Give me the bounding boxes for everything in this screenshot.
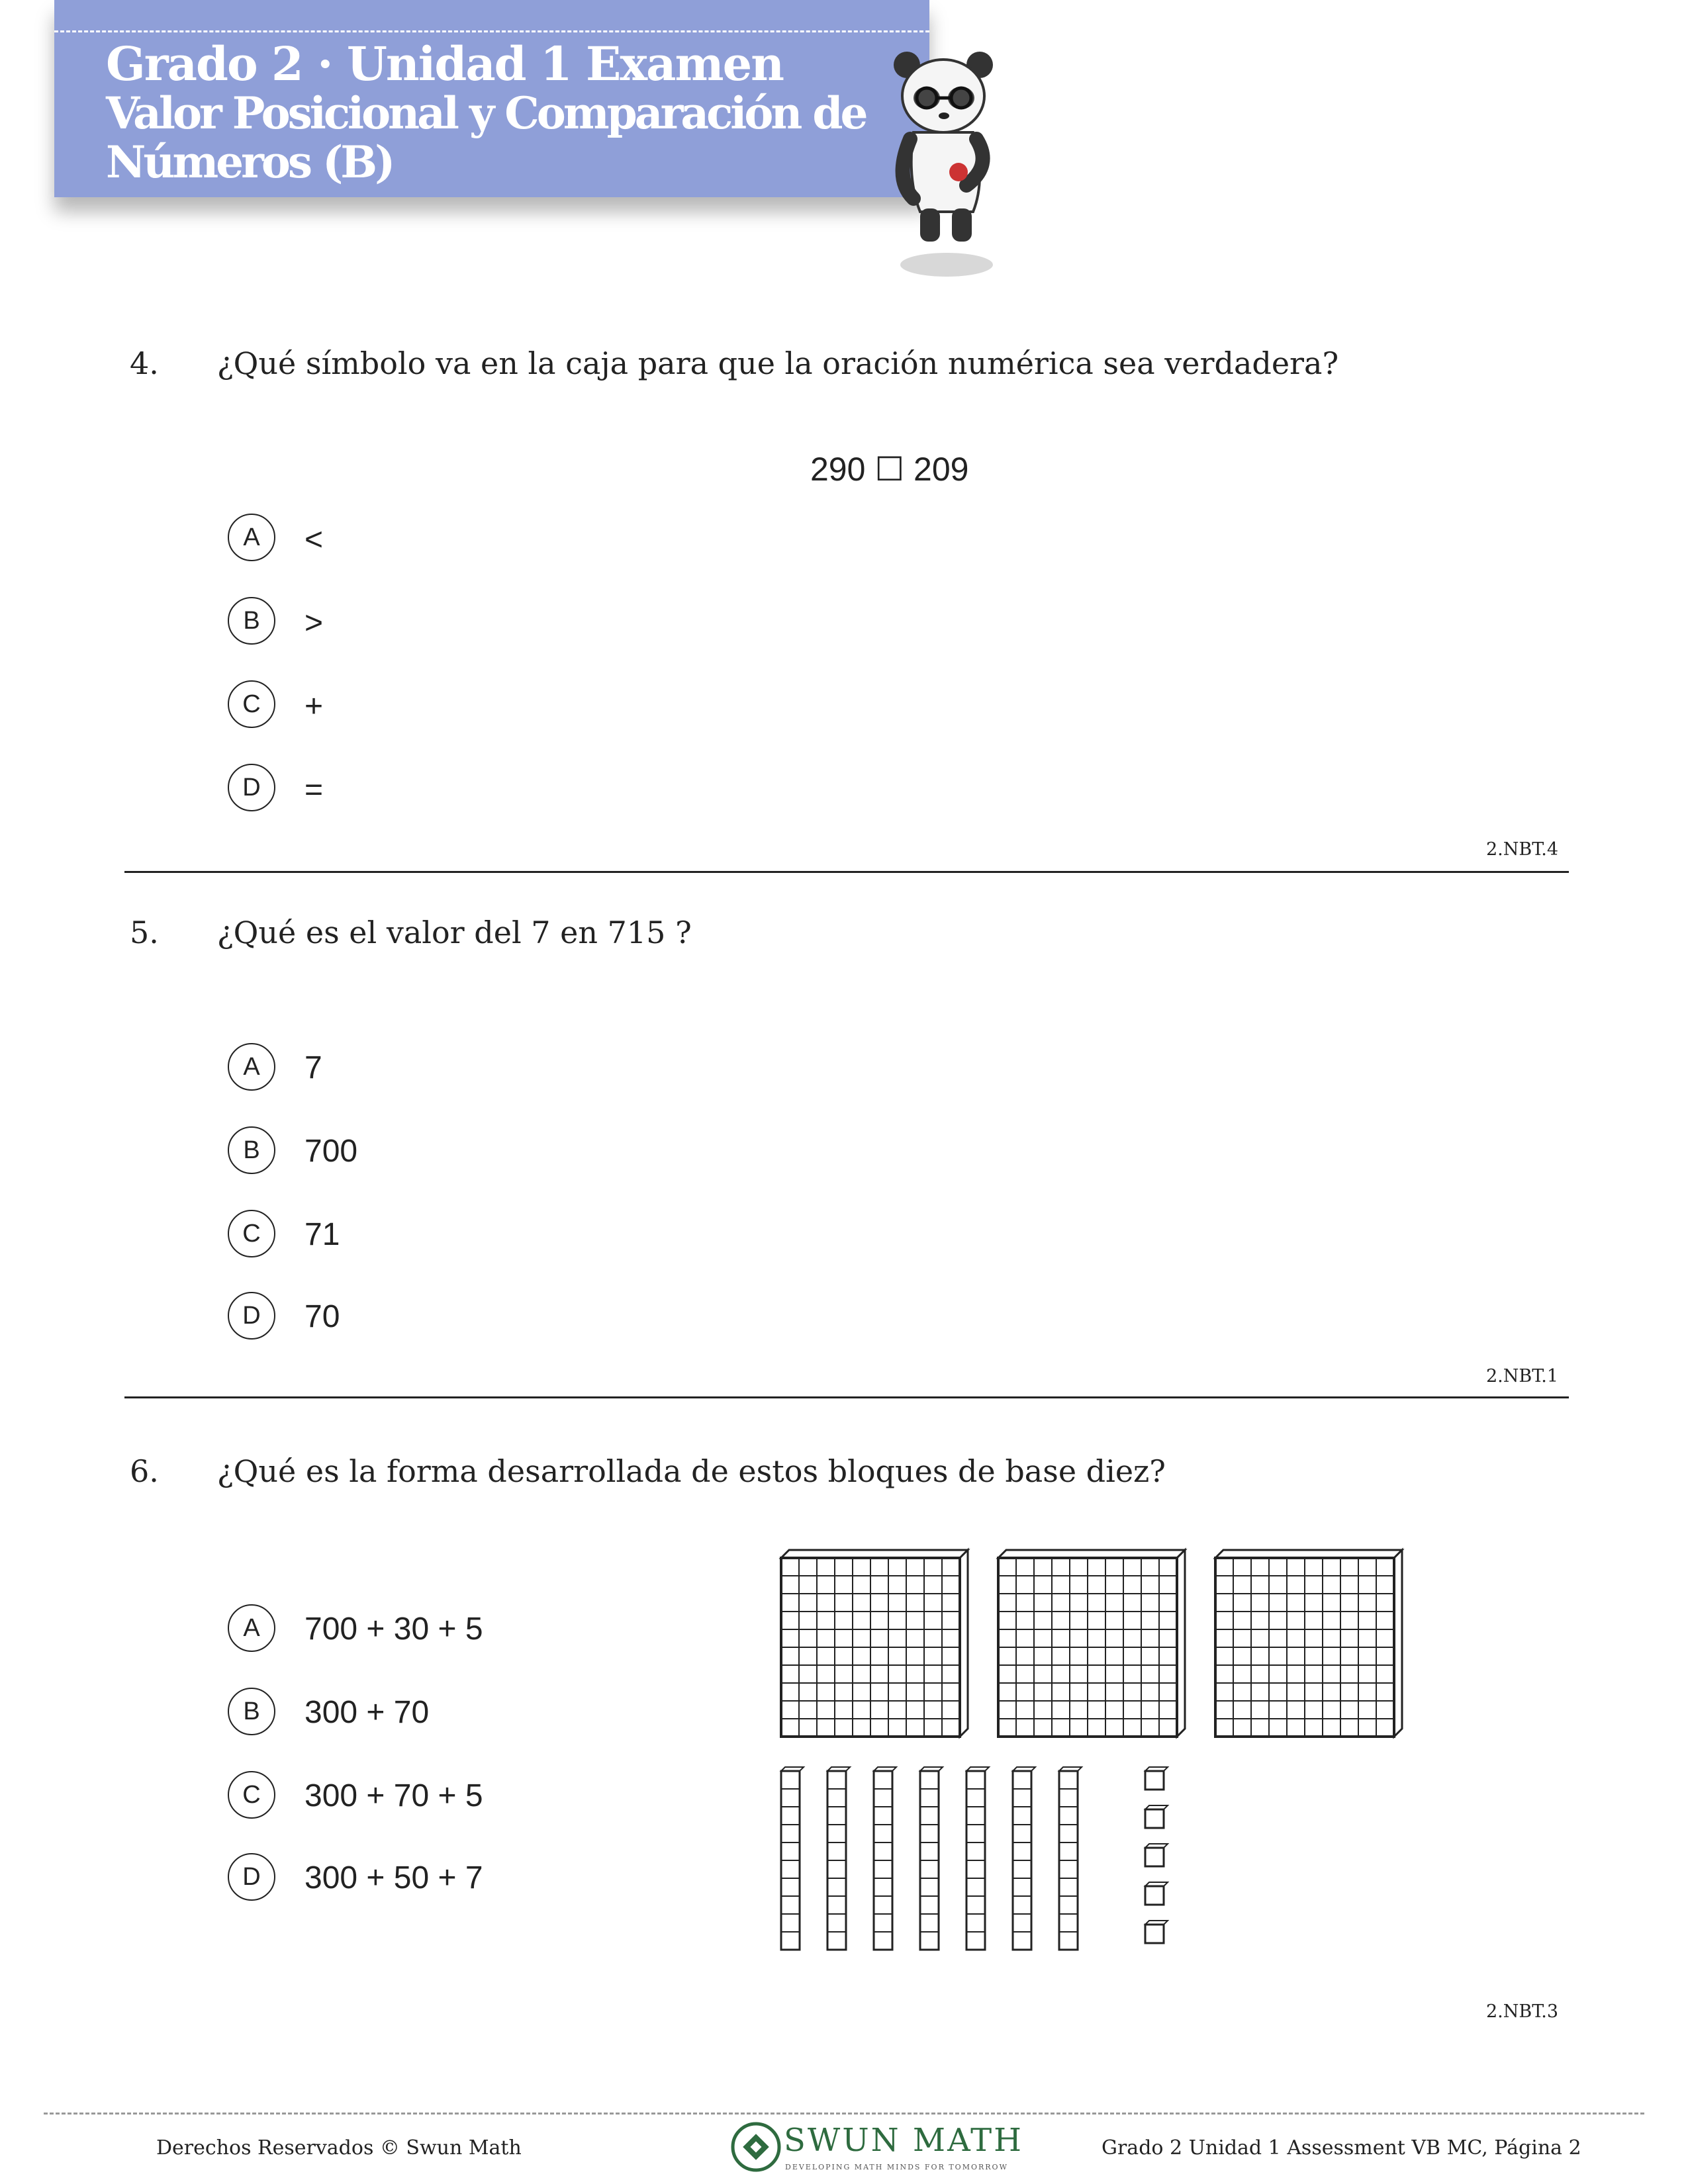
- ten-rod: [781, 1767, 804, 1950]
- ten-rod: [874, 1767, 896, 1950]
- one-cube: [1145, 1921, 1168, 1943]
- question-5-number: 5.: [130, 915, 159, 950]
- title-line-1: Grado 2 · Unidad 1 Examen: [106, 36, 784, 91]
- question-5-option-d-text: 70: [305, 1299, 340, 1334]
- header-dashed-line: [54, 30, 929, 32]
- question-5-option-a-bubble[interactable]: A: [228, 1043, 275, 1091]
- divider: [124, 1396, 1569, 1398]
- one-cube: [1145, 1805, 1168, 1828]
- footer-copyright: Derechos Reservados © Swun Math: [156, 2136, 522, 2160]
- one-cube: [1145, 1882, 1168, 1905]
- question-5-option-c-text: 71: [305, 1217, 340, 1252]
- question-5-standard: 2.NBT.1: [1485, 1366, 1558, 1387]
- question-4-option-d-bubble[interactable]: D: [228, 764, 275, 811]
- ten-rod: [827, 1767, 850, 1950]
- question-5-text: ¿Qué es el valor del 7 en 715 ?: [217, 915, 692, 950]
- question-5-option-c-bubble[interactable]: C: [228, 1210, 275, 1257]
- swun-logo-tagline: DEVELOPING MATH MINDS FOR TOMORROW: [785, 2163, 1008, 2171]
- swun-logo-name: SWUN MATH: [784, 2122, 1023, 2159]
- title-line-2: Valor Posicional y Comparación de: [106, 87, 866, 139]
- panda-mascot-icon: [880, 46, 1013, 285]
- question-4-option-b-text: >: [305, 606, 324, 641]
- question-5-option-b-text: 700: [305, 1134, 358, 1169]
- question-4-number: 4.: [130, 345, 159, 381]
- question-6-option-a-text: 700 + 30 + 5: [305, 1612, 483, 1647]
- question-6-option-c-bubble[interactable]: C: [228, 1771, 275, 1819]
- base-ten-blocks: [774, 1542, 1410, 1966]
- question-6-option-d-bubble[interactable]: D: [228, 1853, 275, 1901]
- question-5-option-a-text: 7: [305, 1050, 322, 1085]
- question-6-option-b-text: 300 + 70: [305, 1695, 430, 1730]
- question-6-option-a-bubble[interactable]: A: [228, 1604, 275, 1652]
- question-5-option-b-bubble[interactable]: B: [228, 1126, 275, 1174]
- footer-page-label: Grado 2 Unidad 1 Assessment VB MC, Página 2: [1102, 2136, 1581, 2160]
- question-4-option-c-bubble[interactable]: C: [228, 680, 275, 728]
- hundred-flat: [1215, 1550, 1402, 1737]
- question-6-option-d-text: 300 + 50 + 7: [305, 1860, 483, 1895]
- swun-logo-icon: [731, 2122, 781, 2172]
- ten-rod: [1059, 1767, 1082, 1950]
- question-6-option-c-text: 300 + 70 + 5: [305, 1778, 483, 1813]
- question-4-option-c-text: +: [305, 689, 324, 724]
- hundred-flat: [781, 1550, 968, 1737]
- ten-rod: [966, 1767, 989, 1950]
- question-5-option-d-bubble[interactable]: D: [228, 1292, 275, 1340]
- title-line-3: Números (B): [106, 136, 393, 188]
- question-4-option-a-bubble[interactable]: A: [228, 514, 275, 561]
- question-6-standard: 2.NBT.3: [1485, 2001, 1558, 2022]
- question-6-text: ¿Qué es la forma desarrollada de estos bloques de base diez?: [217, 1453, 1166, 1489]
- question-4-equation: 290 ☐ 209: [810, 451, 969, 488]
- question-6-number: 6.: [130, 1453, 159, 1489]
- divider: [124, 871, 1569, 873]
- question-4-option-b-bubble[interactable]: B: [228, 597, 275, 645]
- footer-dashed-line: [44, 2113, 1644, 2115]
- page-title: [106, 36, 866, 188]
- one-cube: [1145, 1767, 1168, 1790]
- ten-rod: [1013, 1767, 1035, 1950]
- ten-rod: [920, 1767, 943, 1950]
- question-4-standard: 2.NBT.4: [1485, 839, 1558, 860]
- question-4-text: ¿Qué símbolo va en la caja para que la oración numérica sea verdadera?: [217, 345, 1339, 381]
- question-4-option-d-text: =: [305, 772, 324, 807]
- hundred-flat: [998, 1550, 1185, 1737]
- question-4-option-a-text: <: [305, 522, 324, 557]
- question-6-option-b-bubble[interactable]: B: [228, 1688, 275, 1735]
- one-cube: [1145, 1844, 1168, 1866]
